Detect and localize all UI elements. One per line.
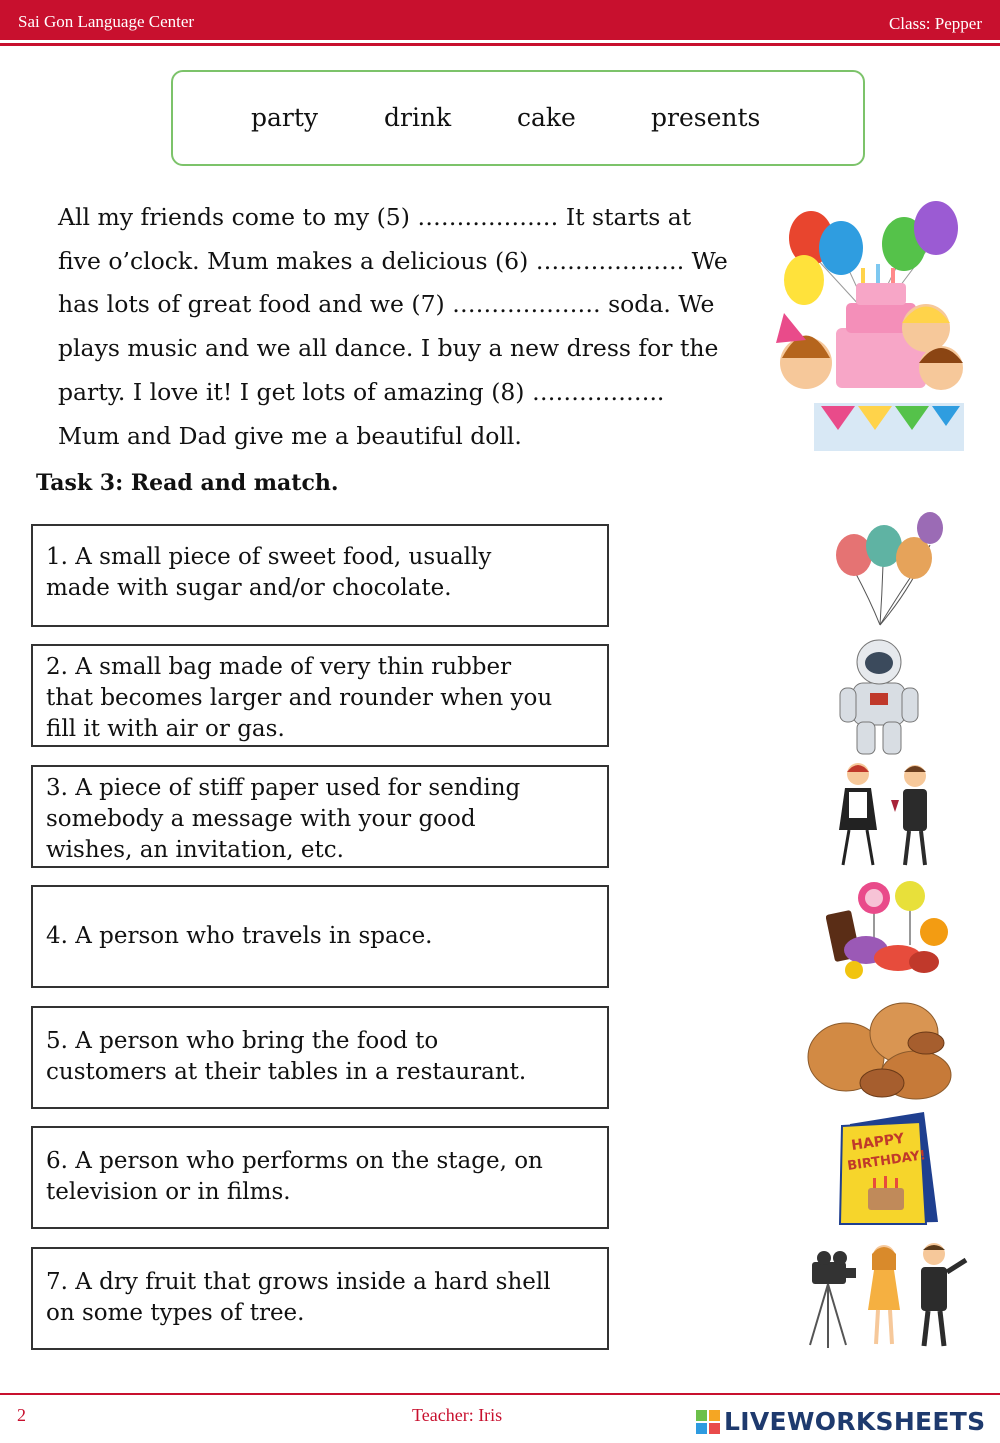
center-name: Sai Gon Language Center	[18, 12, 195, 31]
passage-line: All my friends come to my (5) ……………… It starts at	[58, 203, 692, 231]
definition-line: on some types of tree.	[46, 1300, 305, 1326]
header-divider	[0, 43, 1000, 46]
definition-box-7	[31, 1247, 609, 1350]
brand-blocks-icon	[696, 1410, 720, 1434]
passage-line: plays music and we all dance. I buy a new dress for the	[58, 334, 719, 363]
brand-name: LIVEWORKSHEETS	[724, 1407, 986, 1436]
definition-line: 5. A person who bring the food to	[46, 1028, 439, 1054]
astronaut-icon	[838, 638, 920, 756]
definition-line: 7. A dry fruit that grows inside a hard shell	[46, 1269, 551, 1295]
footer-divider	[0, 1393, 1000, 1395]
passage-line: five o’clock. Mum makes a delicious (6) ………………. We	[58, 246, 728, 275]
passage-line: Mum and Dad give me a beautiful doll.	[58, 421, 522, 450]
definition-line: made with sugar and/or chocolate.	[46, 575, 452, 601]
passage-line: party. I love it! I get lots of amazing (8) ……………..	[58, 377, 665, 406]
definition-box-5	[31, 1006, 609, 1109]
definition-line: somebody a message with your good	[46, 806, 476, 832]
definition-line: customers at their tables in a restaurant.	[46, 1059, 527, 1085]
teacher-name: Teacher: Iris	[412, 1405, 503, 1425]
task-title: Task 3: Read and match.	[36, 470, 339, 496]
definition-line: 4. A person who travels in space.	[46, 923, 433, 949]
candy-icon	[826, 880, 951, 984]
definition-box-2	[31, 644, 609, 747]
definition-line: that becomes larger and rounder when you	[46, 685, 553, 711]
word-bank-item: presents	[651, 103, 761, 132]
definition-line: television or in films.	[46, 1179, 291, 1205]
card-text-happy: HAPPY	[850, 1130, 906, 1154]
definition-box-1	[31, 524, 609, 627]
birthday-card-icon	[838, 1110, 940, 1226]
definition-line: 1. A small piece of sweet food, usually	[46, 544, 492, 570]
definition-line: 6. A person who performs on the stage, on	[46, 1148, 543, 1174]
waiters-icon	[833, 760, 943, 868]
definition-box-6	[31, 1126, 609, 1229]
word-bank-item: drink	[384, 103, 452, 132]
page-number: 2	[17, 1405, 26, 1425]
nuts-icon	[806, 995, 956, 1105]
card-text-birthday: BIRTHDAY!	[846, 1148, 927, 1174]
gap-fill-passage	[58, 196, 778, 458]
passage-line: has lots of great food and we (7) ………………. soda. We	[58, 290, 715, 319]
word-bank-item: party	[251, 103, 319, 132]
class-label: Class: Pepper	[888, 14, 982, 33]
definition-line: wishes, an invitation, etc.	[46, 837, 344, 863]
word-bank-item: cake	[517, 103, 576, 132]
definition-box-4	[31, 885, 609, 988]
brand-logo	[696, 1407, 985, 1436]
actors-icon	[800, 1240, 972, 1352]
birthday-party-illustration	[776, 198, 966, 453]
definition-line: 3. A piece of stiff paper used for sending	[46, 775, 521, 801]
definition-line: 2. A small bag made of very thin rubber	[46, 654, 512, 680]
definition-line: fill it with air or gas.	[46, 716, 285, 742]
definition-box-3	[31, 765, 609, 868]
balloons-icon	[830, 510, 945, 628]
